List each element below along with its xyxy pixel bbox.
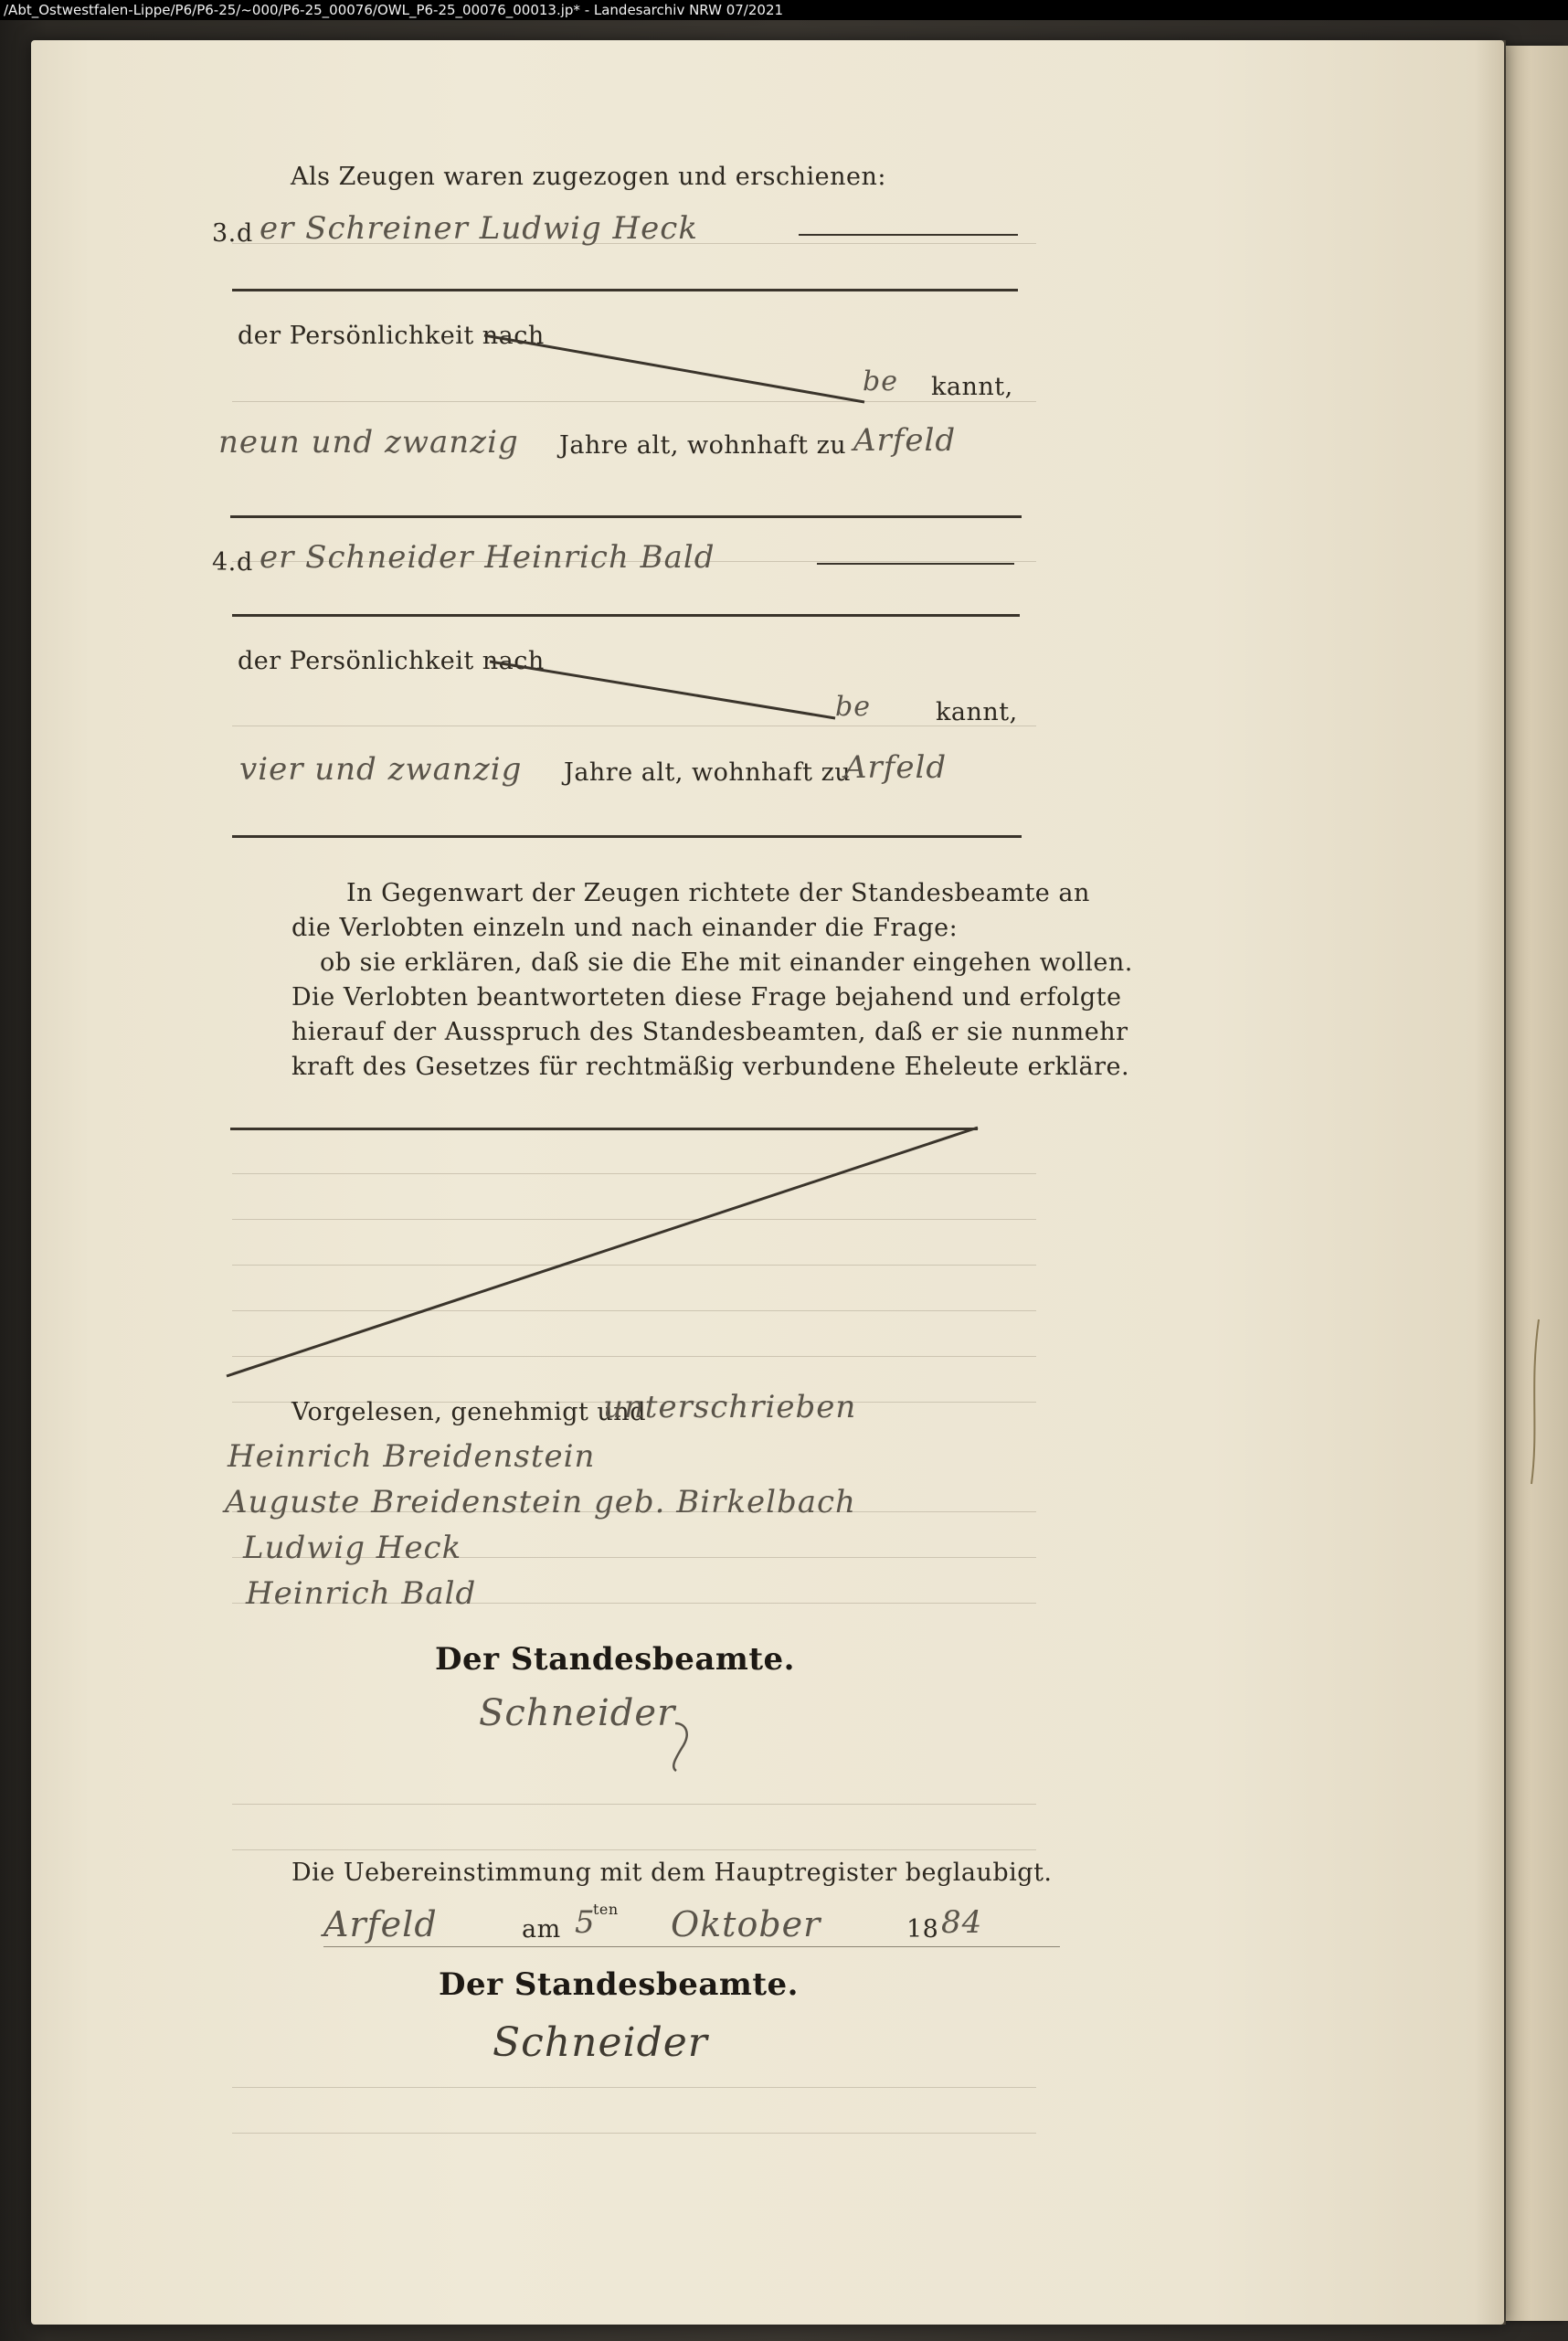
certification-rule: [323, 1946, 1060, 1947]
window-title: /Abt_Ostwestfalen-Lippe/P6/P6-25/~000/P6-25_00076/OWL_P6-25_00076_00013.jp* - Landesarchiv NRW 07/2021: [4, 2, 784, 18]
next-page-edge: [1506, 46, 1568, 2321]
witness-heading: Als Zeugen waren zugezogen und erschienen:: [291, 163, 886, 191]
witness4-known-suffix: kannt,: [936, 698, 1018, 726]
ceremony-line-2: die Verlobten einzeln und nach einander die Frage:: [291, 914, 959, 942]
signature-2: Auguste Breidenstein geb. Birkelbach: [225, 1484, 856, 1520]
registrar-signature-1: Schneider: [479, 1692, 676, 1734]
witness3-name: er Schreiner Ludwig Heck: [260, 210, 698, 247]
witness3-residence: Arfeld: [853, 422, 957, 459]
ceremony-line-3: ob sie erklären, daß sie die Ehe mit einander eingehen wollen.: [320, 948, 1133, 977]
registrar-title-2: Der Standesbeamte.: [439, 1966, 800, 2003]
ceremony-line-5: hierauf der Ausspruch des Standesbeamten, daß er sie nunmehr: [291, 1018, 1128, 1046]
witness4-number: 4.: [212, 548, 237, 577]
witness4-age: vier und zwanzig: [239, 751, 523, 788]
signature-3: Ludwig Heck: [243, 1530, 462, 1566]
certification-place: Arfeld: [323, 1904, 438, 1944]
certification-text: Die Uebereinstimmung mit dem Hauptregister beglaubigt.: [291, 1859, 1053, 1887]
certification-am: am: [522, 1915, 561, 1944]
approved-label: Vorgelesen, genehmigt und: [291, 1398, 646, 1426]
witness4-age-suffix: Jahre alt, wohnhaft zu: [564, 758, 852, 787]
witness3-prefix: d: [237, 219, 253, 248]
witness3-age: neun und zwanzig: [218, 424, 519, 461]
certification-year-handwritten: 84: [941, 1904, 983, 1941]
witness3-number: 3.: [212, 219, 237, 248]
document-page: [31, 40, 1504, 2325]
signature-1: Heinrich Breidenstein: [228, 1438, 596, 1475]
approved-handwriting: unterschrieben: [603, 1389, 857, 1425]
signature-4: Heinrich Bald: [246, 1575, 477, 1612]
witness4-residence: Arfeld: [844, 749, 948, 786]
ceremony-line-6: kraft des Gesetzes für rechtmäßig verbundene Eheleute erkläre.: [291, 1053, 1130, 1081]
certification-day-suffix: ten: [593, 1901, 619, 1918]
witness4-person-label: der Persönlichkeit nach: [238, 647, 545, 675]
window-title-bar: [0, 0, 1568, 20]
witness4-known: be: [835, 691, 871, 723]
certification-year-printed: 18: [906, 1915, 939, 1944]
certification-month: Oktober: [671, 1904, 821, 1944]
witness3-known-suffix: kannt,: [931, 373, 1013, 401]
witness3-age-suffix: Jahre alt, wohnhaft zu: [559, 431, 847, 460]
ceremony-line-4: Die Verlobten beantworteten diese Frage bejahend und erfolgte: [291, 983, 1122, 1012]
registrar-signature-2: Schneider: [493, 2019, 708, 2066]
ceremony-line-1: In Gegenwart der Zeugen richtete der Standesbeamte an: [346, 879, 1090, 907]
witness4-name: er Schneider Heinrich Bald: [260, 539, 715, 576]
witness3-person-label: der Persönlichkeit nach: [238, 322, 545, 350]
witness3-known: be: [863, 365, 898, 397]
registrar-title-1: Der Standesbeamte.: [435, 1641, 796, 1678]
certification-day: 5: [575, 1904, 596, 1941]
witness4-prefix: d: [237, 548, 253, 577]
